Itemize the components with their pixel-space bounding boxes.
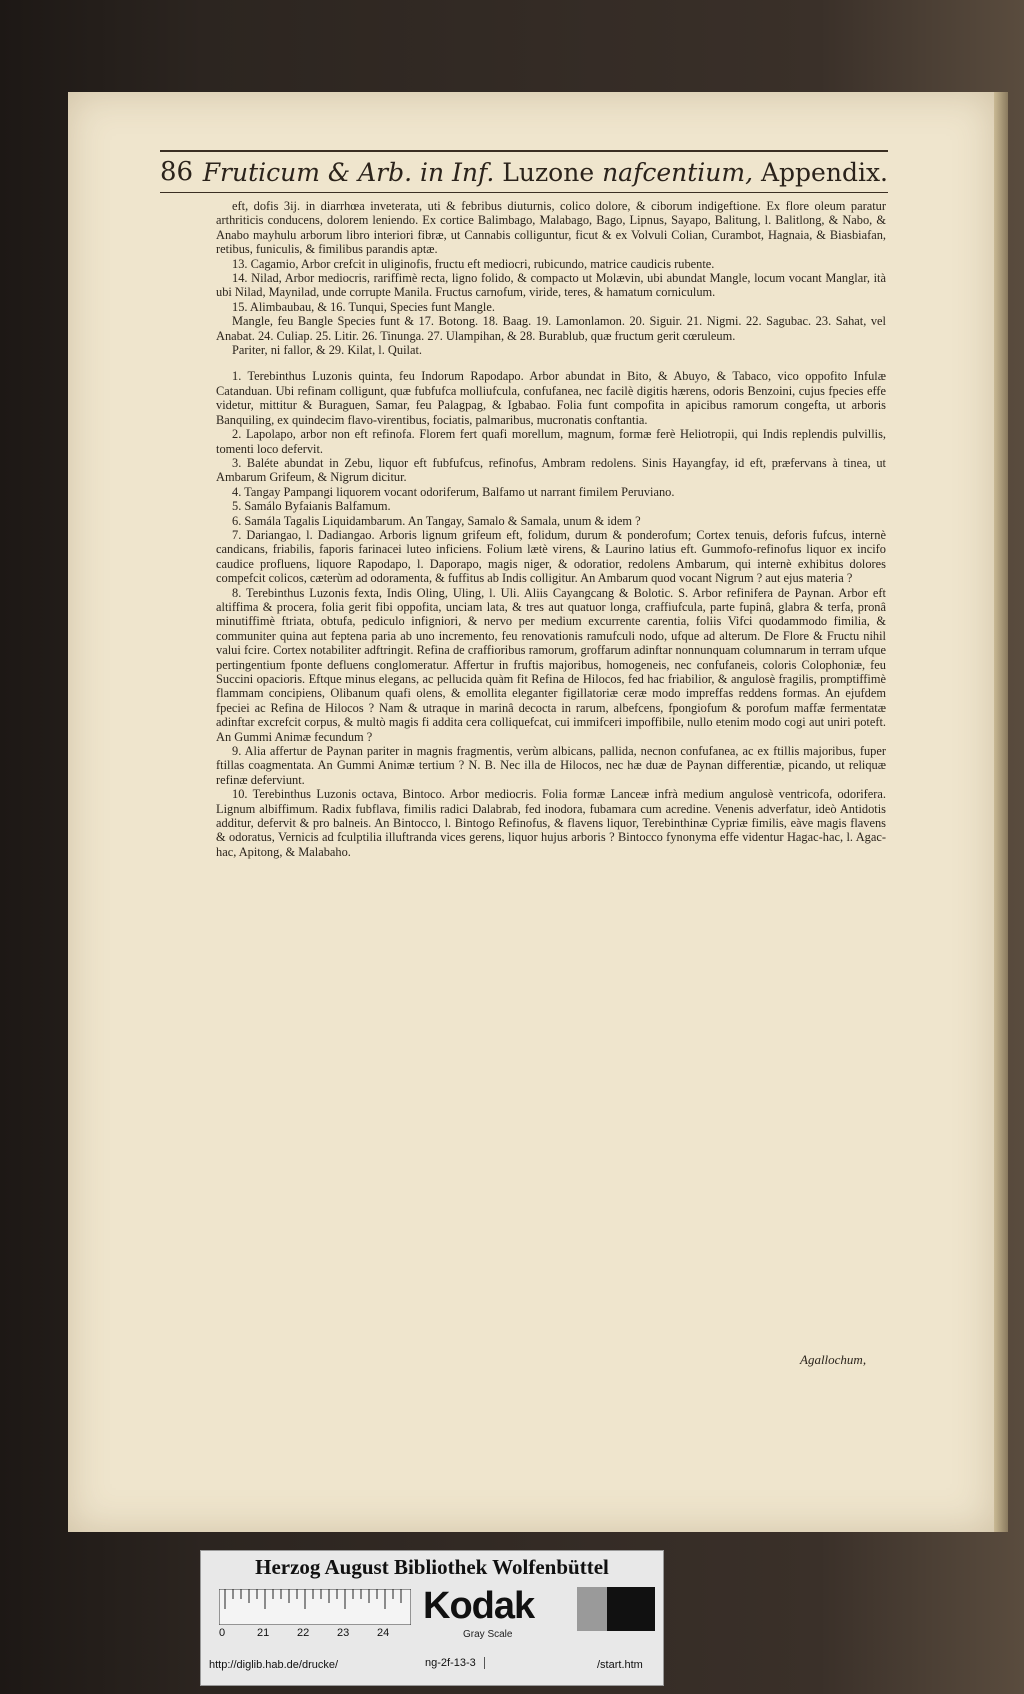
ruler-number: 23 [337,1627,350,1639]
paragraph: eft, dofis 3ij. in diarrhœa inveterata, uti & febribus diuturnis, colico dolore, & ciborum indigeftione. Ex flore oleum paratur arthriticis conducens, dolorem leniendo. Ex cortice Balimbago, Malabago, Bago, Lipnus, Sayapo, Balitung, l. Balitlong, & Nabo, & Anabo mayhulu arborum libro interiori fibræ, ut Cannabis colliguntur, ficut & ex Volvuli Colian, Curambot, Hagnaia, & Biasbiafan, retibus, funiculis, & fimilibus parandis aptæ. [216,199,886,257]
running-title [203,158,888,187]
paragraph: 14. Nilad, Arbor mediocris, rariffimè recta, ligno folido, & compacto ut Molævin, ubi abundat Mangle, locum vocant Manglar, ità ubi Nilad, Maynilad, unde corrupte Manila. Fructus carnofum, viride, teres, & hamatum corniculum. [216,271,886,300]
running-title-part4: Appendix. [760,157,888,187]
paragraph: 10. Terebinthus Luzonis octava, Bintoco. Arbor mediocris. Folia formæ Lanceæ infrà medium angulosè ventricofa, odorifera. Lignum albiffimum. Radix fubflava, fimilis radici Dalabrab, fed inodora, fubamara cum acredine. Venenis adverfatur, ideò Antidotis additur, defervit & pro balneis. An Bintocco, l. Bintogo Refinofus, & flavens liquor, Terebinthinæ Cypriæ fimilis, eàve magis flavens & odoratus, Vernicis ad fculptilia illuftranda vices gerens, liquor hujus arboris ? Bintocco fynonyma effe videntur Hagac-hac, l. Agac-hac, Apitong, & Malabaho. [216,787,886,859]
paragraph: 8. Terebinthus Luzonis fexta, Indis Oling, Uling, l. Uli. Aliis Cayangcang & Bolotic. S. Arbor refinifera de Paynan. Arbor eft altiffima & procera, folia gerit fibi oppofita, unciam lata, & tres aut quatuor longa, craffiufcula, parte fupinâ, glabra & terfa, pronâ minutiffimè ftriata, obtufa, pediculo infigniori, & nervo per medium excurrente carentia, foliis Vifci quodammodo fimilia, & communiter quina aut feptena paria ab uno incremento, feu renovationis ramufculi nodo, ufque ad alterum. De Flore & Fructu nihil valui fcire. Cortex notabiliter adftringit. Refina de craffioribus ramorum, groffarum adinftar nonnunquam columnarum in terram ufque pertingentium fponte defluens conglomeratur. Affertur in fruftis majoribus, homogeneis, nec confufaneis, coloris Colophoniæ, feu Succini opacioris. Eftque minus elegans, ac pellucida quàm fit Refina de Hilocos, fed hac friabilior, & angulosè fragilis, promptiffimè flammam concipiens, Olibanum quafi olens, & emollita eleganter figillatoriæ ceræ modo impreffas reddens formas. An ejufdem fpeciei ac Refina de Hilocos ? Nam & utraque in marinâ decocta in rarum, albefcens, fpongiofum & porofum maffæ fermentatæ adinftar excrefcit corpus, & multò magis fi addita cera colliquefcat, cui immifceri impoffibile, nullo etenim modo cogi aut uniri poteft. An Gummi Animæ fecundum ? [216,585,886,744]
paragraph: Pariter, ni fallor, & 29. Kilat, l. Quilat. [232,343,422,358]
paragraph: 5. Samálo Byfaianis Balfamum. [232,499,391,514]
gray-patch [577,1587,607,1631]
shelf-signature: ng-2f-13-3 [425,1657,485,1669]
running-head [160,152,888,192]
header-rule-bottom [160,192,888,193]
page-edge [994,92,1008,1532]
paragraph: 9. Alia affertur de Paynan pariter in magnis fragmentis, verùm albicans, pallida, necnon confufanea, ac ex ftillis majoribus, fuper ftillas coagmentata. An Gummi Animæ tertium ? N. B. Nec illa de Hilocos, nec hæ duæ de Paynan differentiæ, picando, ut reliquæ refinæ deferviunt. [216,744,886,787]
kodak-logo: Kodak [423,1585,535,1627]
gray-scale-label: Gray Scale [463,1629,513,1640]
page-number: 86 [160,157,194,187]
paragraph: 3. Baléte abundat in Zebu, liquor eft fubfufcus, refinofus, Ambram redolens. Sinis Hayangfay, id eft, præfervans à tinea, ut Ambarum Grifeum, & Nigrum dicitur. [216,455,886,485]
paragraph: Mangle, feu Bangle Species funt & 17. Botong. 18. Baag. 19. Lamonlamon. 20. Siguir. 21. Nigmi. 22. Sagubac. 23. Sahat, vel Anabat. 24. Culiap. 25. Litir. 26. Tinunga. 27. Ulampihan, & 28. Burablub, quæ fructum gerit cœruleum. [216,314,886,343]
paragraph: 1. Terebinthus Luzonis quinta, feu Indorum Rapodapo. Arbor abundat in Bito, & Abuyo, & Tabaco, vico oppofito Infulæ Catanduan. Ubi refinam colligunt, quæ fubfufca molliufcula, confufanea, nec facilè digitis hærens, odoris Benzoini, cujus fpecies effe videtur, mittitur & Buraguen, Samar, feu Palagpag, & Igbabao. Folia funt compofita in apicibus ramorum congefta, ut arboris Banquiling, ex quindecim flavo-virentibus, fociatis, palmaribus, mucronatis conftantia. [216,369,886,427]
start-link: /start.htm [597,1659,643,1671]
paragraph: 15. Alimbaubau, & 16. Tunqui, Species funt Mangle. [232,299,495,314]
ruler-number: 21 [257,1627,270,1639]
paragraph: 4. Tangay Pampangi liquorem vocant odoriferum, Balfamo ut narrant fimilem Peruviano. [232,484,675,499]
source-url: http://diglib.hab.de/drucke/ [209,1659,339,1671]
page-body [216,199,886,859]
catchword: Agallochum, [800,1352,867,1367]
paragraph: 7. Dariangao, l. Dadiangao. Arboris lignum grifeum eft, folidum, durum & ponderofum; Cortex tenuis, deforis fufcus, internè candicans, friabilis, faporis farinacei luteo inficiens. Folium lætè virens, & Laurino latius eft. Gummofo-refinofus liquor ex incifo caudice profluens, liquore Rapodapo, l. Daporapo, magis niger, & odoratior, redolens Ambarum, qui internè exhibitus dolores compefcit colicos, cæterùm ad odoramenta, & fuffitus ab Indis colligitur. An Ambarum quod vocant Nigrum ? aut ejus materia ? [216,527,886,586]
ruler-number: 0 [219,1627,226,1639]
paragraph: 2. Lapolapo, arbor non eft refinofa. Florem fert quafi morellum, magnum, formæ ferè Heliotropii, qui Indis replendis pulvillis, tomenti loco defervit. [216,427,886,456]
running-title-part1: Fruticum & Arb. in Inf. [202,157,495,187]
black-patch [607,1587,655,1631]
running-title-part3: nafcentium, [602,157,754,187]
ruler-scale [219,1589,411,1625]
ruler-number: 22 [297,1627,310,1639]
paragraph: 13. Cagamio, Arbor crefcit in uliginofis, fructu eft mediocri, rubicundo, matrice caudicis rubente. [232,256,715,271]
library-name: Herzog August Bibliothek Wolfenbüttel [255,1555,609,1579]
paragraph: 6. Samála Tagalis Liquidambarum. An Tangay, Samalo & Samala, unum & idem ? [232,513,641,528]
running-title-part2: Luzone [502,157,595,187]
ruler-number: 24 [377,1627,390,1639]
color-target-card [200,1550,664,1686]
